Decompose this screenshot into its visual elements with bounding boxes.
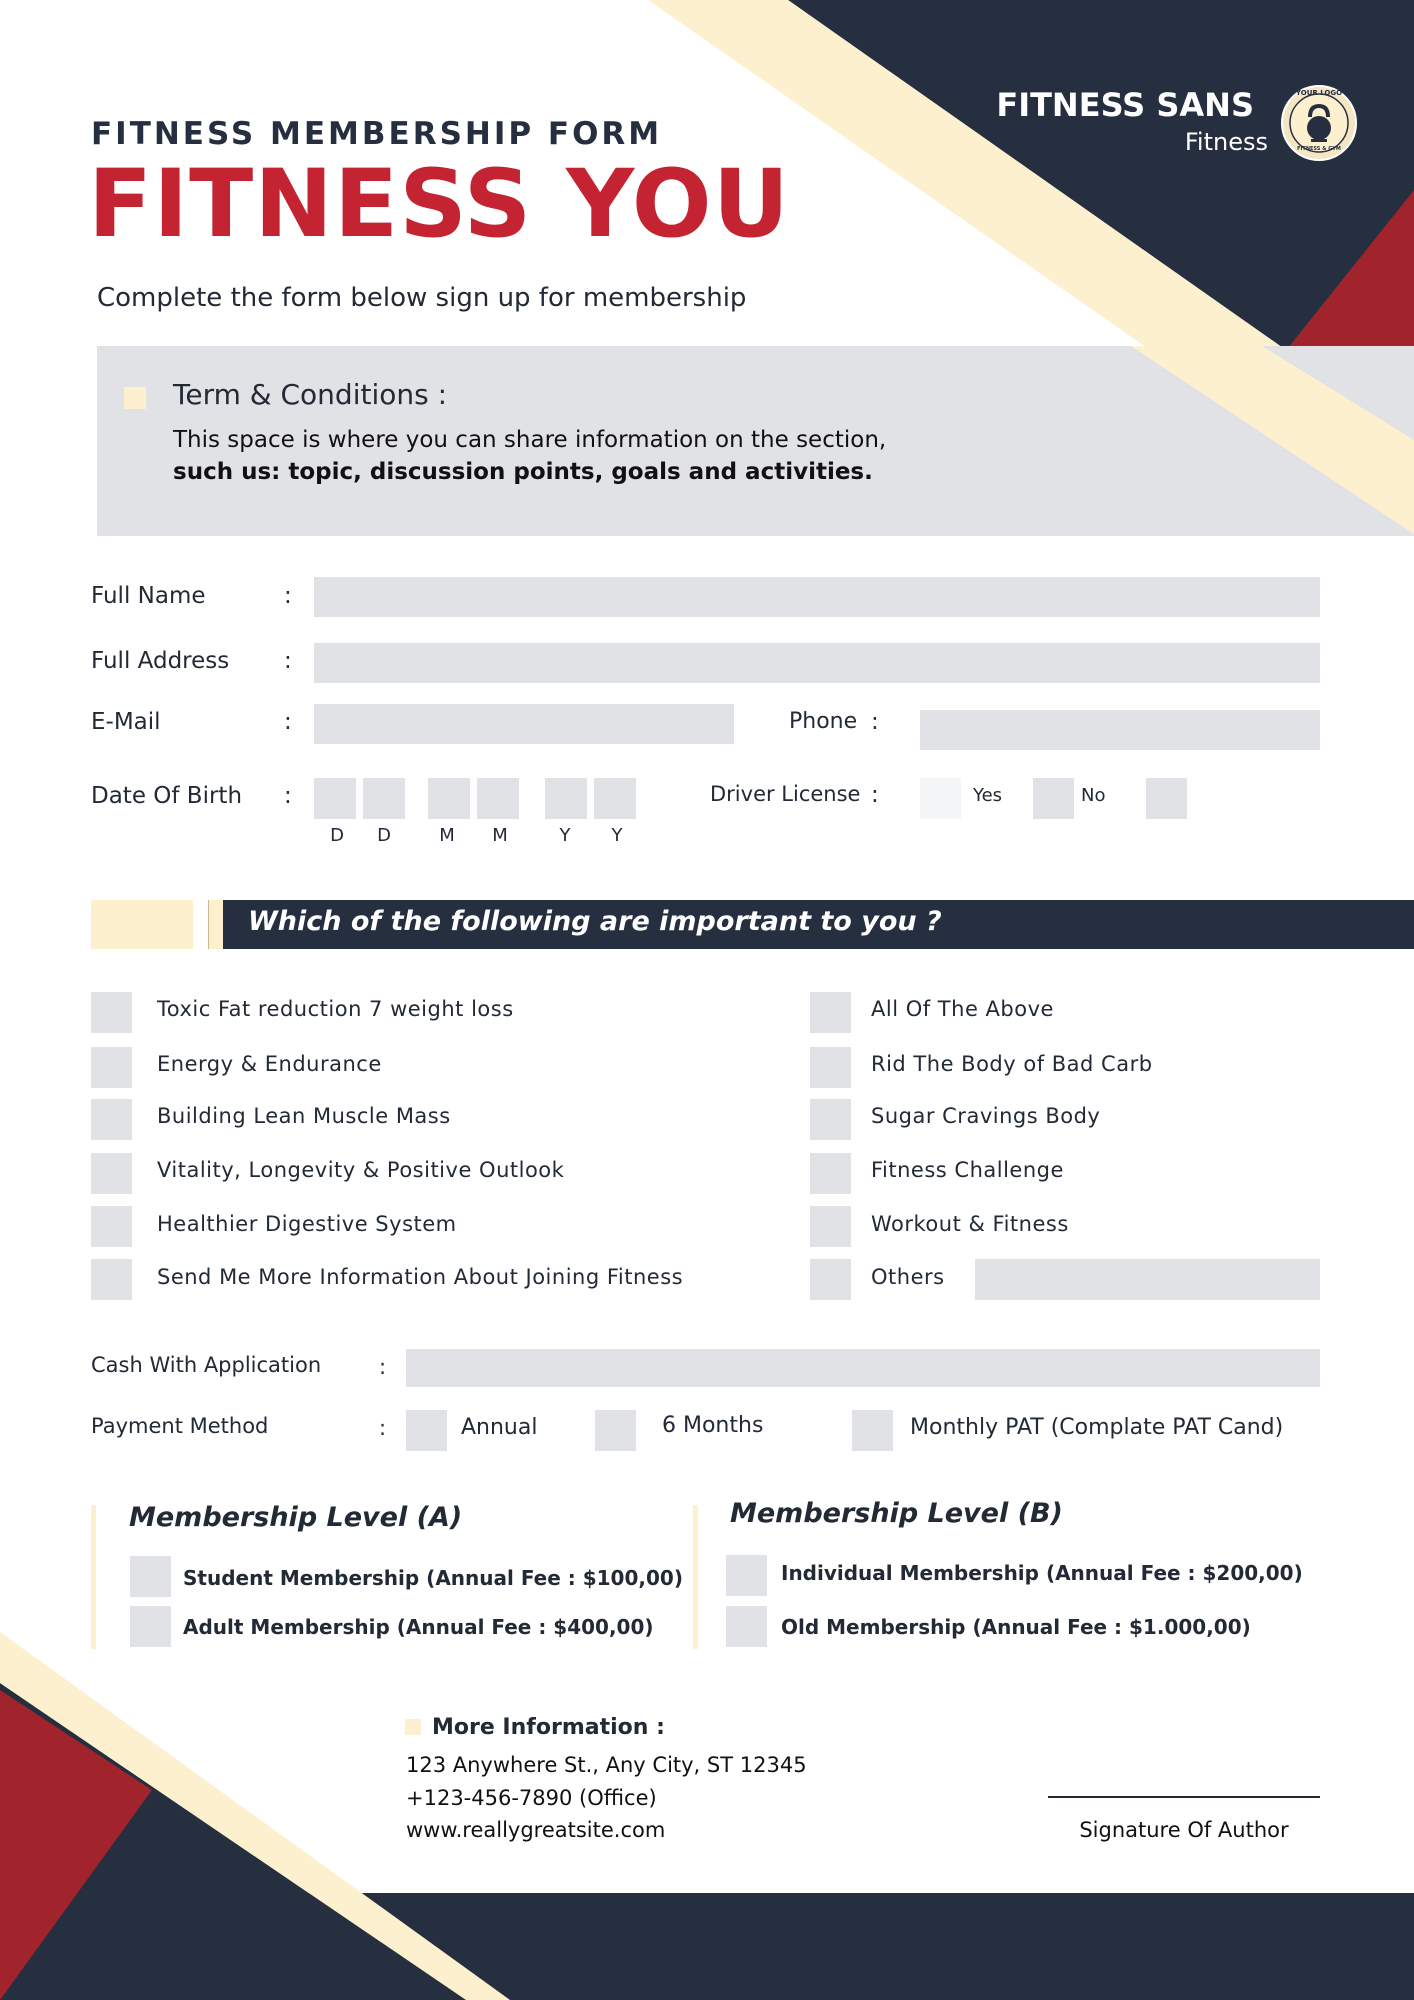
option-label: Energy & Endurance (157, 1052, 382, 1076)
email-label: E-Mail (91, 709, 161, 735)
dob-colon: : (284, 783, 292, 809)
terms-heading: Term & Conditions : (173, 378, 448, 411)
banner-divider (208, 900, 225, 949)
phone-label: Phone (789, 709, 858, 734)
option-checkbox[interactable] (810, 1153, 851, 1194)
payment-method-colon: : (379, 1416, 387, 1440)
brand-name: FITNESS SANS (996, 86, 1254, 124)
more-info-heading: More Information : (432, 1715, 665, 1740)
terms-bullet-icon (124, 387, 146, 409)
dob-placeholder: M (439, 825, 455, 846)
membership-b-option-label: Individual Membership (Annual Fee : $200,00) (781, 1561, 1303, 1585)
payment-monthly-checkbox[interactable] (852, 1410, 893, 1451)
page-title: FITNESS YOU (88, 150, 791, 259)
logo (1280, 84, 1358, 162)
driver-license-extra-box[interactable] (1146, 778, 1187, 819)
option-label: Vitality, Longevity & Positive Outlook (157, 1158, 565, 1182)
more-info-phone: +123-456-7890 (Office) (406, 1786, 657, 1810)
payment-6-months-label: 6 Months (662, 1413, 764, 1438)
signature-line[interactable] (1048, 1796, 1320, 1798)
membership-a-option-checkbox[interactable] (130, 1606, 171, 1647)
dob-year-2[interactable] (594, 778, 636, 819)
more-info-address: 123 Anywhere St., Any City, ST 12345 (406, 1753, 807, 1777)
option-label: Toxic Fat reduction 7 weight loss (157, 997, 514, 1021)
option-checkbox[interactable] (810, 1259, 851, 1300)
full-address-label: Full Address (91, 648, 230, 674)
dob-month-2[interactable] (477, 778, 519, 819)
driver-license-label: Driver License (710, 782, 861, 806)
membership-b-option-checkbox[interactable] (726, 1606, 767, 1647)
payment-6-months-checkbox[interactable] (595, 1410, 636, 1451)
membership-b-option-label: Old Membership (Annual Fee : $1.000,00) (781, 1615, 1251, 1639)
email-colon: : (284, 709, 292, 735)
dob-month-1[interactable] (428, 778, 470, 819)
driver-license-yes-label: Yes (973, 785, 1003, 806)
option-label: Sugar Cravings Body (871, 1104, 1101, 1128)
question-heading: Which of the following are important to you ? (248, 906, 942, 937)
option-label: Workout & Fitness (871, 1212, 1069, 1236)
cash-colon: : (379, 1355, 387, 1379)
membership-b-accent-bar (693, 1505, 698, 1649)
dob-day-1[interactable] (314, 778, 356, 819)
driver-license-no-label: No (1081, 785, 1106, 806)
email-field[interactable] (314, 704, 734, 744)
payment-monthly-label: Monthly PAT (Complate PAT Cand) (910, 1415, 1284, 1440)
dob-placeholder: Y (611, 825, 623, 846)
driver-license-no-checkbox[interactable] (1033, 778, 1074, 819)
brand-tagline: Fitness (1184, 128, 1268, 156)
dob-label: Date Of Birth (91, 783, 243, 809)
full-name-label: Full Name (91, 583, 206, 609)
option-label: Fitness Challenge (871, 1158, 1064, 1182)
option-checkbox[interactable] (810, 1047, 851, 1088)
cash-label: Cash With Application (91, 1353, 322, 1377)
terms-line-1: This space is where you can share information on the section, (173, 427, 887, 453)
option-checkbox[interactable] (91, 1099, 132, 1140)
option-checkbox[interactable] (91, 1206, 132, 1247)
terms-line-2: such us: topic, discussion points, goals and activities. (173, 459, 873, 485)
option-checkbox[interactable] (91, 1047, 132, 1088)
driver-license-colon: : (871, 782, 879, 808)
option-checkbox[interactable] (91, 992, 132, 1033)
banner-cream-block (91, 900, 193, 949)
full-name-colon: : (284, 583, 292, 609)
full-name-field[interactable] (314, 577, 1320, 617)
dob-placeholder: D (330, 825, 344, 846)
option-checkbox[interactable] (810, 1206, 851, 1247)
membership-a-option-label: Adult Membership (Annual Fee : $400,00) (183, 1615, 654, 1639)
option-checkbox[interactable] (810, 1099, 851, 1140)
others-field[interactable] (975, 1259, 1320, 1300)
phone-field[interactable] (920, 710, 1320, 750)
logo-top-text: YOUR LOGO (1295, 89, 1343, 97)
option-label: Send Me More Information About Joining Fitness (157, 1265, 684, 1289)
signature-label: Signature Of Author (1079, 1818, 1289, 1842)
dob-placeholder: Y (559, 825, 571, 846)
membership-b-title: Membership Level (B) (730, 1498, 1063, 1529)
dob-placeholder: M (492, 825, 508, 846)
option-label: Building Lean Muscle Mass (157, 1104, 451, 1128)
phone-colon: : (871, 709, 879, 735)
payment-method-label: Payment Method (91, 1414, 269, 1438)
page-subtitle: Complete the form below sign up for membership (97, 283, 747, 313)
dob-day-2[interactable] (363, 778, 405, 819)
dob-year-1[interactable] (545, 778, 587, 819)
option-checkbox[interactable] (91, 1153, 132, 1194)
full-address-colon: : (284, 648, 292, 674)
payment-annual-label: Annual (461, 1415, 538, 1440)
more-info-website[interactable]: www.reallygreatsite.com (406, 1818, 666, 1842)
driver-license-yes-checkbox[interactable] (920, 778, 961, 819)
more-info-bullet-icon (405, 1719, 421, 1735)
dob-placeholder: D (377, 825, 391, 846)
cash-field[interactable] (406, 1349, 1320, 1387)
option-label: All Of The Above (871, 997, 1054, 1021)
membership-a-option-label: Student Membership (Annual Fee : $100,00) (183, 1566, 683, 1590)
payment-annual-checkbox[interactable] (406, 1410, 447, 1451)
option-label: Healthier Digestive System (157, 1212, 457, 1236)
option-label: Others (871, 1265, 945, 1289)
membership-a-accent-bar (91, 1505, 96, 1649)
membership-b-option-checkbox[interactable] (726, 1555, 767, 1596)
option-checkbox[interactable] (91, 1259, 132, 1300)
form-label: FITNESS MEMBERSHIP FORM (91, 116, 663, 152)
membership-a-title: Membership Level (A) (129, 1502, 463, 1533)
option-checkbox[interactable] (810, 992, 851, 1033)
full-address-field[interactable] (314, 643, 1320, 683)
membership-a-option-checkbox[interactable] (130, 1556, 171, 1597)
option-label: Rid The Body of Bad Carb (871, 1052, 1153, 1076)
logo-bottom-text: FITNESS & GYM (1297, 146, 1341, 152)
